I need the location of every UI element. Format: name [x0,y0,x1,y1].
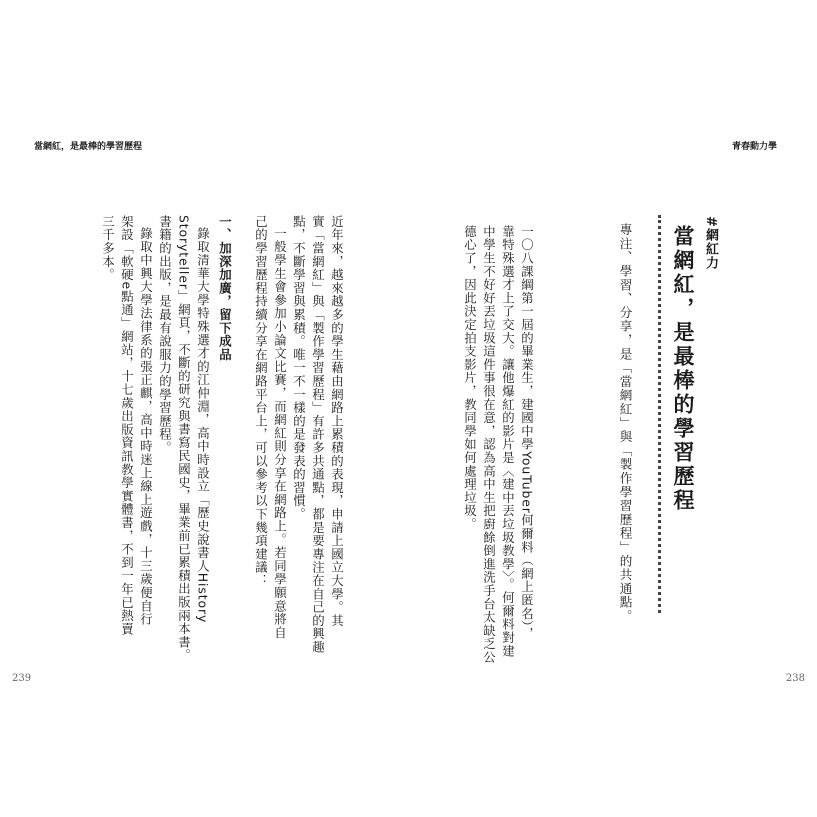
body-column: 三千多本。 [100,215,116,282]
page-number-left: 239 [12,673,32,684]
chapter-title: 當網紅，是最棒的學習歷程 [671,225,695,513]
body-column: 中學生不好好丟垃圾這件事很在意，認為高中生把廚餘倒進洗手台太缺乏公 [481,225,497,664]
running-head-left: 當網紅，是最棒的學習歷程 [34,142,143,152]
chapter-hashtag: #網紅力 [703,216,718,270]
body-column: 靠特殊選才上了交大。讓他爆紅的影片是〈建中丟垃圾教學〉。何爾料對建 [500,225,516,658]
body-column: Storyteller」網頁，不斷的研究與書寫民國史，畢業前已累積出版兩本書。 [176,215,192,663]
chapter-subtitle: 專注、學習、分享，是「當網紅」與「製作學習歷程」的共通點。 [617,223,633,624]
body-column: 錄取清華大學特殊選才的江仲淵，高中時設立「歷史說書人History [195,227,211,624]
dotted-divider [658,215,661,613]
body-column: 實「當網紅」與「製作學習歷程」有許多共通點，都是要專注在自己的興趣 [310,215,326,654]
section-heading: 一、加深加廣，留下成品 [217,215,233,362]
body-column: 一般學生會參加小論文比賽，而網紅則分享在網路上。若同學願意將自 [272,227,288,640]
running-head-right: 青春動力學 [731,142,777,152]
body-column: 錄取中興大學法律系的張正麒，高中時迷上線上遊戲，十三歲便自行 [138,227,154,626]
body-column: 近年來，越來越多的學生藉由網路上累積的表現，申請上國立大學。其 [329,215,345,628]
body-column: 書籍的出版，是最有說服力的學習歷程。 [157,215,173,455]
body-column: 架設「軟硬e點通」網站，十七歲出版資訊教學實體書，不到一年已熱賣 [119,215,135,636]
body-column: 德心了，因此決定拍支影片，教同學如何處理垃圾。 [462,225,478,531]
body-column: 點，不斷學習與累積。唯一不一樣的是發表的習慣。 [291,215,307,521]
body-column: 己的學習歷程持續分享在網路平台上，可以參考以下幾項建議： [253,215,269,588]
body-column: 一〇八課綱第一屆的畢業生，建國中學YouTuber何爾料（網上匿名）， [519,225,535,641]
page-number-right: 238 [785,673,805,684]
